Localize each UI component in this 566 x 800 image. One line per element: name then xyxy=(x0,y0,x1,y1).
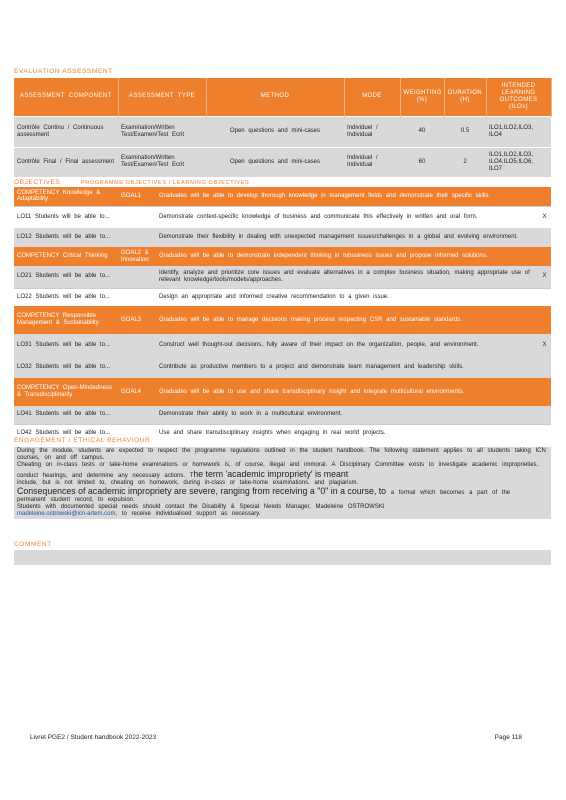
objectives-title: OBJECTIVES xyxy=(14,179,61,186)
lo-text: Demonstrate their ability to work in a multicultural environment. xyxy=(156,406,538,424)
lo-mark xyxy=(538,288,551,306)
engagement-p5 xyxy=(17,511,548,518)
cell-type: Examination/Written Test/Examen/Test Ecrit xyxy=(118,147,206,177)
cell-weighting: 60 xyxy=(400,147,444,177)
competency-name: COMPETENCY Responsible Management & Sustainability xyxy=(14,306,118,334)
lo-text: Design an appropriate and informed creative recommendation to a given issue. xyxy=(156,288,538,306)
lo-text: Demonstrate context-specific knowledge of business and communicate this effectively in written and oral form. xyxy=(156,206,538,228)
cell-type: Examination/Written Test/Examen/Test Ecrit xyxy=(118,116,206,147)
competency-description: Graduates will be able to demonstrate independent thinking in tobusiness issues and propose informed solutions. xyxy=(156,247,551,266)
lo-label: LO41 Students will be able to... xyxy=(14,406,156,424)
lo-text: Identify, analyze and prioritize core issues and evaluate alternatives in a complex business situation, making appropriate use of relevant knowledge/tools/models/approaches. xyxy=(156,266,538,288)
evaluation-heading: EVALUATION ASSESSMENT xyxy=(14,68,113,75)
lo-mark: X xyxy=(538,206,551,228)
objectives-table xyxy=(14,187,551,442)
objectives-subtitle: PROGRAMME OBJECTIVES / LEARNING OBJECTIVES xyxy=(80,180,250,186)
engagement-p5-text: , to receive individualised support as necessary. xyxy=(115,511,261,518)
cell-method: Open questions and mini-cases xyxy=(206,147,344,177)
lo-label: LO32 Students will be able to... xyxy=(14,356,156,378)
engagement-p3c: permanent student record, to expulsion. xyxy=(17,497,135,504)
competency-description: Graduates will be able to develop thorough knowledge in management fields and demonstrate their specific skills. xyxy=(156,187,551,206)
engagement-p1: During the module, students are expected to respect the programme regulations outlined in the student handbook. The following statement applies to all students taking ICN courses, on and off campus. xyxy=(17,448,546,461)
lo-label: LO31 Students will be able to... xyxy=(14,334,156,356)
competency-name: COMPETENCY Critical Thinking xyxy=(14,247,118,266)
lo-label: LO42 Students will be able to... xyxy=(14,424,156,442)
lo-mark xyxy=(538,356,551,378)
lo-text: Construct well thought-out decisions, fully aware of their impact on the organization, people, and environment. xyxy=(156,334,538,356)
engagement-p2b: he term 'academic impropriety' is meant xyxy=(193,468,349,479)
engagement-p3 xyxy=(17,486,548,497)
col-header: WEIGHTING (%) xyxy=(400,78,444,116)
lo-row xyxy=(14,266,551,288)
col-header: ASSESSMENT COMPONENT xyxy=(14,78,118,116)
engagement-body xyxy=(14,447,551,519)
engagement-heading: ENGAGEMENT / ETHICAL BEHAVIOUR xyxy=(14,437,151,444)
competency-goal: GOAL4 xyxy=(118,378,156,406)
col-header: INTENDED LEARNING OUTCOMES (ILOs) xyxy=(486,78,551,116)
objectives-table-wrapper xyxy=(14,187,551,442)
lo-mark xyxy=(538,424,551,442)
evaluation-table xyxy=(14,78,552,177)
cell-method: Open questions and mini-cases xyxy=(206,116,344,147)
engagement-p2c: include, but is not limited to, cheating on homework, during in-class or take-home examinations, and plagiarism. xyxy=(17,479,359,486)
cell-mode: Individuel / Individual xyxy=(344,147,400,177)
competency-goal: GOAL2 & Innovation xyxy=(118,247,156,266)
engagement-p3a: Consequences of academic impropriety are severe, ranging from receiving a "0" in a course, to xyxy=(17,486,387,497)
lo-text: Demonstrate their flexibility in dealing with unexpected management issues/challenges in a global and evolving environment. xyxy=(156,228,538,247)
competency-row xyxy=(14,247,551,266)
footer-left: Livret PGE2 / Student handbook 2022-2023 xyxy=(30,734,157,741)
page-footer xyxy=(30,734,530,741)
cell-duration: 0.5 xyxy=(444,116,486,147)
lo-mark xyxy=(538,228,551,247)
engagement-p2a: Cheating on in-class tests or take-home examinations or homework is, of course, illegal and immoral. A Disciplinary Committee exists to investigate academic improprieties, conduct hearings, and determine any necessary actions. T xyxy=(17,461,539,479)
comment-box xyxy=(14,550,551,565)
lo-text: Use and share transdisciplinary insights when engaging in real world projects. xyxy=(156,424,538,442)
table-row xyxy=(14,147,551,177)
engagement-p2 xyxy=(17,462,548,480)
col-header: METHOD xyxy=(206,78,344,116)
table-row xyxy=(14,116,551,147)
lo-label: LO22 Students will be able to... xyxy=(14,288,156,306)
objectives-heading xyxy=(14,179,249,186)
evaluation-table-wrapper xyxy=(14,78,551,177)
col-header: MODE xyxy=(344,78,400,116)
competency-row xyxy=(14,378,551,406)
competency-goal: GOAL3 xyxy=(118,306,156,334)
email-link[interactable]: madeleine.ostrowski@icn-artem.com xyxy=(17,511,116,518)
lo-row xyxy=(14,288,551,306)
cell-duration: 2 xyxy=(444,147,486,177)
cell-weighting: 40 xyxy=(400,116,444,147)
lo-row xyxy=(14,206,551,228)
lo-row xyxy=(14,334,551,356)
competency-name: COMPETENCY Knowledge & Adaptability xyxy=(14,187,118,206)
cell-ilos: ILO1,ILO2,ILO3, ILO4,ILO5,ILO6, ILO7 xyxy=(486,147,551,177)
lo-mark xyxy=(538,406,551,424)
lo-row xyxy=(14,356,551,378)
page-number: Page 118 xyxy=(494,734,522,741)
competency-description: Graduates will be able to use and share transdisciplinary insight and integrate multicultural environments. xyxy=(156,378,551,406)
cell-component: Contrôle Continu / Continuous assessment xyxy=(14,116,118,147)
competency-description: Graduates will be able to manage decisions making process respecting CSR and sustainable standards. xyxy=(156,306,551,334)
comment-heading: COMMENT xyxy=(14,541,52,548)
cell-ilos: ILO1,ILO2,ILO3, ILO4 xyxy=(486,116,551,147)
lo-mark: X xyxy=(538,266,551,288)
cell-component: Contrôle Final / Final assessment xyxy=(14,147,118,177)
engagement-p4: Students with documented special needs should contact the Disability & Special Needs Manager, Madeleine OSTROWSKI xyxy=(17,504,385,511)
col-header: DURATION (H) xyxy=(444,78,486,116)
competency-row xyxy=(14,306,551,334)
lo-label: LO11 Students will be able to... xyxy=(14,206,156,228)
lo-label: LO21 Students will be able to... xyxy=(14,266,156,288)
lo-row xyxy=(14,406,551,424)
lo-text: Contribute as productive members to a project and demonstrate team management and leadership skills. xyxy=(156,356,538,378)
competency-goal: GOAL1 xyxy=(118,187,156,206)
lo-row xyxy=(14,228,551,247)
lo-label: LO12 Students will be able to... xyxy=(14,228,156,247)
cell-mode: Individuel / Individual xyxy=(344,116,400,147)
competency-row xyxy=(14,187,551,206)
engagement-p3b: a formal which becomes a part of the xyxy=(390,490,511,497)
lo-mark: X xyxy=(538,334,551,356)
col-header: ASSESSMENT TYPE xyxy=(118,78,206,116)
competency-name: COMPETENCY Open-Mindedness & Transdisciplinarity xyxy=(14,378,118,406)
